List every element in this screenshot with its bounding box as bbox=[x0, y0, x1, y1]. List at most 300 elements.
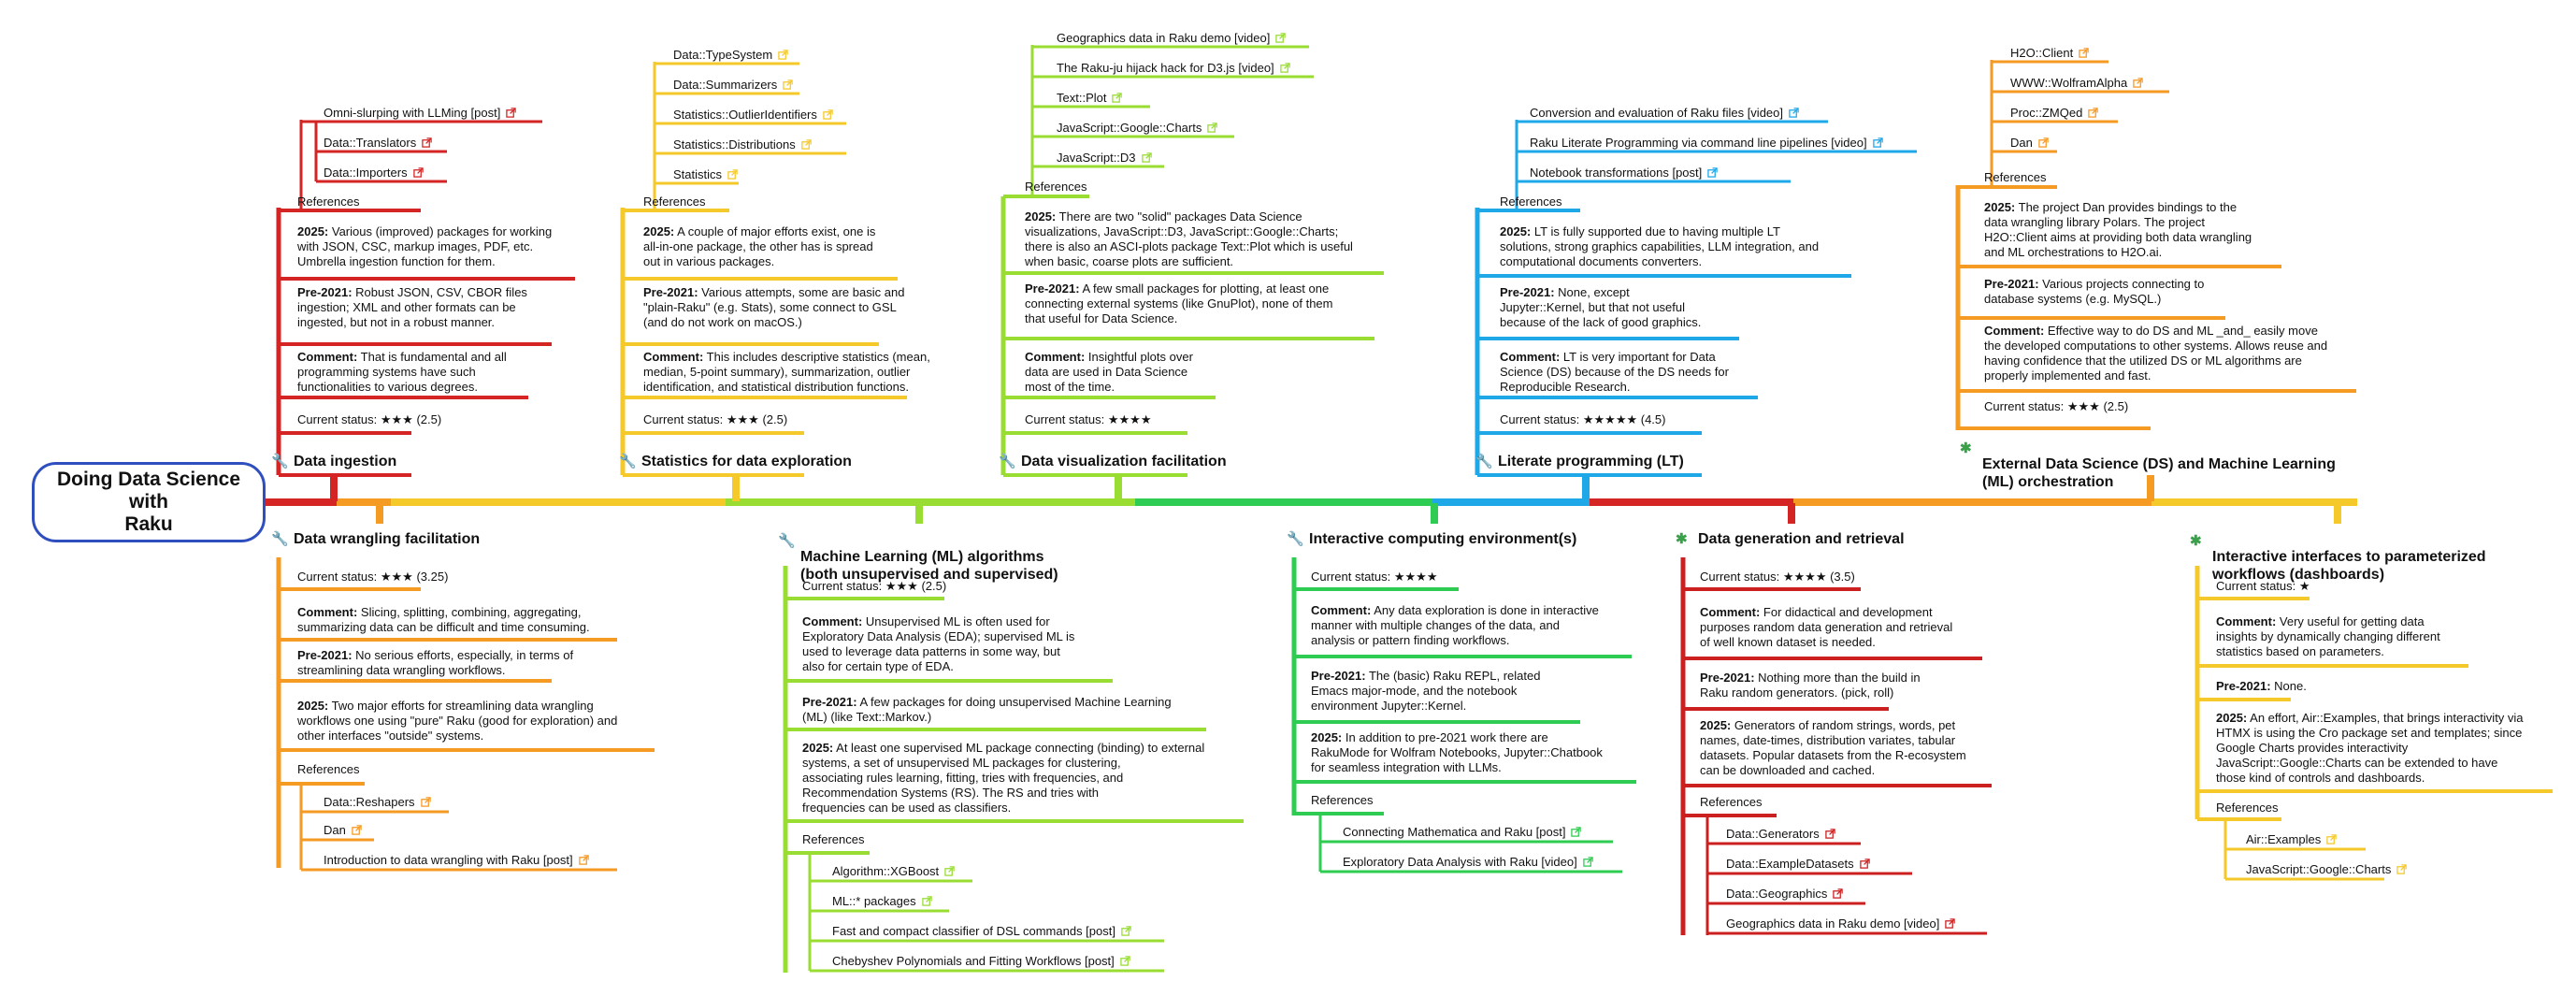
root-title: Doing Data Science with Raku bbox=[56, 469, 241, 535]
para-line: JavaScript::Google::Charts can be extended to have bbox=[2216, 756, 2498, 770]
wrench-icon: 🔧 bbox=[619, 454, 637, 469]
topic-statistics[interactable] bbox=[619, 453, 852, 470]
para-line: of well known dataset is needed. bbox=[1700, 635, 1876, 649]
para-line: frequencies can be used as classifiers. bbox=[802, 801, 1012, 815]
p2025-para bbox=[1311, 730, 1603, 775]
para-line: having confidence that the utilized DS or ML algorithms are bbox=[1984, 354, 2302, 368]
para-line: There are two "solid" packages Data Science bbox=[1058, 209, 1302, 224]
references-label: References bbox=[1700, 795, 1763, 809]
para-line: Various (improved) packages for working bbox=[331, 224, 553, 238]
external-link-icon bbox=[413, 167, 424, 178]
reference-link[interactable] bbox=[1057, 91, 1122, 106]
para-line: No serious efforts, especially, in terms of bbox=[355, 648, 574, 662]
ref-text: Data::Importers bbox=[324, 166, 408, 180]
ref-text: H2O::Client bbox=[2010, 46, 2074, 60]
references-label: References bbox=[1311, 793, 1374, 807]
para-line: purposes random data generation and retrieval bbox=[1700, 620, 1953, 634]
external-link-icon bbox=[1112, 93, 1122, 103]
ref-text: Geographics data in Raku demo [video] bbox=[1726, 917, 1940, 931]
references-label: References bbox=[1500, 195, 1562, 209]
reference-link[interactable] bbox=[1057, 61, 1290, 76]
external-link-icon bbox=[778, 50, 788, 60]
external-link-icon bbox=[352, 825, 362, 835]
ref-text: JavaScript::D3 bbox=[1057, 151, 1136, 165]
para-line: statistics based on parameters. bbox=[2216, 644, 2384, 658]
external-link-icon bbox=[944, 866, 955, 876]
external-link-icon bbox=[823, 109, 833, 120]
para-line: Unsupervised ML is often used for bbox=[865, 614, 1050, 628]
reference-link[interactable] bbox=[1343, 825, 1581, 840]
status-text: Current status: ★★★ (2.5) bbox=[643, 412, 788, 426]
topic-data-generation[interactable] bbox=[1676, 530, 1905, 548]
para-line: Exploratory Data Analysis (EDA); supervised ML is bbox=[802, 629, 1075, 643]
reference-link[interactable] bbox=[1343, 855, 1593, 870]
para-line: for seamless integration with LLMs. bbox=[1311, 760, 1502, 774]
ref-text: Raku Literate Programming via command line pipelines [video] bbox=[1530, 136, 1867, 150]
para-line: other interfaces "outside" systems. bbox=[297, 729, 484, 743]
p2025-para bbox=[2216, 711, 2524, 786]
external-link-icon bbox=[1571, 827, 1581, 837]
external-link-icon bbox=[1833, 888, 1843, 899]
para-line: In addition to pre-2021 work there are bbox=[1345, 730, 1548, 744]
comment-para bbox=[1700, 605, 1952, 650]
external-link-icon bbox=[1789, 108, 1799, 118]
para-line: used to leverage data patterns in some way, but bbox=[802, 644, 1060, 658]
para-label: Pre-2021: bbox=[2216, 679, 2271, 693]
external-link-icon bbox=[579, 855, 589, 865]
para-line: those kind of controls and dashboards. bbox=[2216, 771, 2425, 785]
para-label: 2025: bbox=[297, 224, 329, 238]
topic-external-ds-ml[interactable] bbox=[1960, 438, 2336, 509]
external-link-icon bbox=[421, 797, 431, 807]
reference-link[interactable] bbox=[1057, 121, 1217, 136]
para-line: HTMX is using the Cro package set and templates; since bbox=[2216, 726, 2523, 740]
para-line: when basic, coarse plots are sufficient. bbox=[1025, 254, 1234, 268]
para-label: 2025: bbox=[1500, 224, 1532, 238]
para-line: solutions, strong graphics capabilities, LLM integration, and bbox=[1500, 239, 1820, 253]
topic-title: Interactive interfaces to parameterized workflows (dashboards) bbox=[2212, 549, 2486, 583]
external-link-icon bbox=[1707, 167, 1718, 178]
para-line: None, except bbox=[1558, 285, 1630, 299]
para-line: Insightful plots over bbox=[1087, 350, 1193, 364]
ref-text: Connecting Mathematica and Raku [post] bbox=[1343, 825, 1566, 839]
ref-text: Text::Plot bbox=[1057, 91, 1107, 105]
ref-text: Proc::ZMQed bbox=[2010, 106, 2083, 120]
topic-title: Data ingestion bbox=[294, 454, 397, 469]
para-label: Comment: bbox=[297, 350, 358, 364]
para-line: LT is fully supported due to having multiple LT bbox=[1533, 224, 1780, 238]
para-line: Recommendation Systems (RS). The RS and tries with bbox=[802, 786, 1099, 800]
reference-link[interactable] bbox=[1726, 827, 1835, 842]
para-label: 2025: bbox=[2216, 711, 2248, 725]
para-label: 2025: bbox=[1025, 209, 1057, 224]
para-line: the developed computations to other systems. Allows reuse and bbox=[1984, 339, 2328, 353]
reference-link[interactable] bbox=[673, 108, 833, 123]
comment-para bbox=[643, 350, 930, 395]
para-line: Jupyter::Kernel, but that not useful bbox=[1500, 300, 1686, 314]
para-line: Effective way to do DS and ML _and_ easily move bbox=[2047, 324, 2318, 338]
para-label: Comment: bbox=[643, 350, 704, 364]
para-label: Pre-2021: bbox=[297, 648, 353, 662]
ref-text: Omni-slurping with LLMing [post] bbox=[324, 106, 501, 120]
reference-link[interactable] bbox=[1530, 106, 1799, 121]
ref-text: Statistics::Distributions bbox=[673, 137, 796, 152]
para-label: Comment: bbox=[802, 614, 863, 628]
para-line: "plain-Raku" (e.g. Stats), some connect to GSL bbox=[643, 300, 897, 314]
para-line: computational documents converters. bbox=[1500, 254, 1703, 268]
para-line: can be downloaded and cached. bbox=[1700, 763, 1876, 777]
comment-para bbox=[297, 605, 590, 635]
status-text: Current status: ★★★ (2.5) bbox=[1984, 399, 2129, 413]
external-link-icon bbox=[922, 896, 932, 906]
p2025-para bbox=[297, 699, 617, 743]
para-line: Two major efforts for streamlining data wrangling bbox=[331, 699, 594, 713]
para-line: names, date-times, distribution variates, tabular bbox=[1700, 733, 1956, 747]
pre2021-para bbox=[1025, 281, 1333, 326]
para-line: database systems (e.g. MySQL.) bbox=[1984, 292, 2162, 306]
reference-link[interactable] bbox=[1530, 136, 1883, 151]
external-link-icon bbox=[1583, 857, 1593, 867]
para-line: that useful for Data Science. bbox=[1025, 311, 1178, 325]
para-line: data wrangling library Polars. The project bbox=[1984, 215, 2206, 229]
external-link-icon bbox=[2088, 108, 2098, 118]
reference-link[interactable] bbox=[324, 106, 516, 121]
reference-link[interactable] bbox=[1530, 166, 1718, 180]
pre2021-para bbox=[297, 285, 527, 330]
comment-para bbox=[802, 614, 1074, 674]
reference-link[interactable] bbox=[1726, 917, 1955, 931]
topic-literate-programming[interactable] bbox=[1475, 453, 1684, 470]
references-label: References bbox=[1984, 170, 2047, 184]
para-line: median, 5-point summary), summarization, outlier bbox=[643, 365, 911, 379]
para-label: 2025: bbox=[643, 224, 675, 238]
para-line: Various projects connecting to bbox=[2042, 277, 2205, 291]
p2025-para bbox=[1500, 224, 1819, 269]
references-label: References bbox=[1025, 180, 1087, 194]
para-line: because of the lack of good graphics. bbox=[1500, 315, 1702, 329]
para-line: systems, a set of unsupervised ML packages for clustering, bbox=[802, 756, 1121, 770]
para-label: Comment: bbox=[297, 605, 358, 619]
pre2021-para bbox=[297, 648, 573, 678]
para-line: H2O::Client aims at providing both data wrangling bbox=[1984, 230, 2252, 244]
reference-link[interactable] bbox=[832, 894, 932, 909]
external-link-icon bbox=[1945, 918, 1955, 929]
wrench-icon: 🔧 bbox=[999, 454, 1016, 469]
p2025-para bbox=[297, 224, 552, 269]
reference-link[interactable] bbox=[324, 823, 362, 838]
ref-text: Data::ExampleDatasets bbox=[1726, 857, 1854, 871]
external-link-icon bbox=[727, 169, 738, 180]
status-text: Current status: ★★★★★ (4.5) bbox=[1500, 412, 1666, 426]
para-line: properly implemented and fast. bbox=[1984, 368, 2151, 383]
para-label: Comment: bbox=[1025, 350, 1086, 364]
reference-link[interactable] bbox=[832, 924, 1131, 939]
para-label: Pre-2021: bbox=[1311, 669, 1366, 683]
ref-text: The Raku-ju hijack hack for D3.js [video] bbox=[1057, 61, 1274, 75]
external-link-icon bbox=[2079, 48, 2089, 58]
reference-link[interactable] bbox=[673, 48, 788, 63]
external-link-icon bbox=[2326, 834, 2337, 844]
para-line: analysis or pattern finding workflows. bbox=[1311, 633, 1510, 647]
para-line: connecting external systems (like GnuPlot), none of them bbox=[1025, 296, 1333, 310]
wrench-icon: 🔧 bbox=[778, 533, 796, 549]
comment-para bbox=[1025, 350, 1193, 395]
ref-text: Dan bbox=[2010, 136, 2033, 150]
external-link-icon bbox=[1207, 123, 1217, 133]
ref-text: Data::TypeSystem bbox=[673, 48, 773, 62]
comment-para bbox=[1500, 350, 1729, 395]
references-label: References bbox=[643, 195, 706, 209]
pre2021-para bbox=[2216, 679, 2307, 694]
p2025-para bbox=[802, 741, 1204, 816]
para-line: visualizations, JavaScript::D3, JavaScript::Google::Charts; bbox=[1025, 224, 1339, 238]
ref-text: Dan bbox=[324, 823, 346, 837]
comment-para bbox=[1311, 603, 1599, 648]
reference-link[interactable] bbox=[673, 137, 812, 152]
wrench-icon: 🔧 bbox=[1287, 531, 1304, 547]
pre2021-para bbox=[1984, 277, 2204, 307]
ref-text: WWW::WolframAlpha bbox=[2010, 76, 2128, 90]
p2025-para bbox=[1025, 209, 1353, 269]
topic-interactive-computing[interactable] bbox=[1287, 530, 1576, 548]
para-line: Google Charts provides interactivity bbox=[2216, 741, 2409, 755]
external-link-icon bbox=[1142, 152, 1152, 163]
external-link-icon bbox=[1280, 63, 1290, 73]
para-line: and ML orchestrations to H2O.ai. bbox=[1984, 245, 2163, 259]
para-line: (ML) (like Text::Markov.) bbox=[802, 710, 932, 724]
para-label: Pre-2021: bbox=[1025, 281, 1080, 296]
ref-text: Air::Examples bbox=[2246, 832, 2322, 846]
para-label: Pre-2021: bbox=[297, 285, 353, 299]
para-label: Comment: bbox=[1500, 350, 1561, 364]
pre2021-para bbox=[1700, 671, 1921, 700]
ref-text: Data::Summarizers bbox=[673, 78, 778, 92]
ref-text: Data::Generators bbox=[1726, 827, 1820, 841]
status-text: Current status: ★★★★ bbox=[1025, 412, 1152, 426]
para-line: ingestion; XML and other formats can be bbox=[297, 300, 516, 314]
comment-para bbox=[297, 350, 507, 395]
para-label: Comment: bbox=[1700, 605, 1761, 619]
external-link-icon bbox=[422, 137, 432, 148]
ref-text: Algorithm::XGBoost bbox=[832, 864, 940, 878]
para-line: Various attempts, some are basic and bbox=[701, 285, 905, 299]
references-label: References bbox=[2216, 801, 2279, 815]
para-line: Nothing more than the build in bbox=[1758, 671, 1921, 685]
para-line: For didactical and development bbox=[1763, 605, 1933, 619]
status-text: Current status: ★★★ (3.25) bbox=[297, 570, 449, 584]
external-link-icon bbox=[1873, 137, 1883, 148]
external-link-icon bbox=[1860, 859, 1870, 869]
para-label: 2025: bbox=[1984, 200, 2016, 214]
status-text: Current status: ★★★★ (3.5) bbox=[1700, 570, 1855, 584]
external-link-icon bbox=[1120, 956, 1130, 966]
topic-title: Data generation and retrieval bbox=[1698, 531, 1905, 547]
ref-text: Notebook transformations [post] bbox=[1530, 166, 1703, 180]
references-label: References bbox=[802, 832, 865, 846]
pre2021-para bbox=[802, 695, 1172, 725]
topic-title: Machine Learning (ML) algorithms (both unsupervised and supervised) bbox=[800, 549, 1058, 583]
para-label: Comment: bbox=[1311, 603, 1372, 617]
para-label: 2025: bbox=[1311, 730, 1343, 744]
ref-text: ML::* packages bbox=[832, 894, 916, 908]
para-line: (and do not work on macOS.) bbox=[643, 315, 802, 329]
references-label: References bbox=[297, 195, 360, 209]
external-link-icon bbox=[801, 139, 812, 150]
reference-link[interactable] bbox=[673, 167, 738, 182]
para-label: Pre-2021: bbox=[643, 285, 698, 299]
p2025-para bbox=[1984, 200, 2252, 260]
reference-link[interactable] bbox=[324, 136, 432, 151]
para-line: Science (DS) because of the DS needs for bbox=[1500, 365, 1729, 379]
para-line: out in various packages. bbox=[643, 254, 775, 268]
para-line: The (basic) Raku REPL, related bbox=[1368, 669, 1541, 683]
para-label: Pre-2021: bbox=[802, 695, 857, 709]
topic-data-visualization[interactable] bbox=[999, 453, 1227, 470]
topic-title: Statistics for data exploration bbox=[641, 454, 852, 469]
bug-icon: ✱ bbox=[1960, 440, 1972, 456]
reference-link[interactable] bbox=[2010, 136, 2049, 151]
ref-text: JavaScript::Google::Charts bbox=[1057, 121, 1202, 135]
reference-link[interactable] bbox=[324, 853, 589, 868]
para-line: environment Jupyter::Kernel. bbox=[1311, 699, 1467, 713]
p2025-para bbox=[643, 224, 875, 269]
reference-link[interactable] bbox=[2246, 862, 2407, 877]
external-link-icon bbox=[783, 79, 793, 90]
para-label: Comment: bbox=[1984, 324, 2045, 338]
para-label: Pre-2021: bbox=[1500, 285, 1555, 299]
reference-link[interactable] bbox=[2010, 46, 2089, 61]
para-line: That is fundamental and all bbox=[360, 350, 507, 364]
para-line: there is also an ASCI-plots package Text::Plot which is useful bbox=[1025, 239, 1353, 253]
ref-text: Statistics bbox=[673, 167, 723, 181]
para-line: An effort, Air::Examples, that brings interactivity via bbox=[2250, 711, 2524, 725]
para-line: workflows one using "pure" Raku (good for exploration) and bbox=[297, 714, 618, 728]
topic-title: Data wrangling facilitation bbox=[294, 531, 481, 547]
external-link-icon bbox=[506, 108, 516, 118]
reference-link[interactable] bbox=[832, 864, 955, 879]
para-line: This includes descriptive statistics (mean, bbox=[706, 350, 930, 364]
status-text: Current status: ★★★ (2.5) bbox=[802, 579, 947, 593]
external-link-icon bbox=[2396, 864, 2407, 874]
comment-para bbox=[1984, 324, 2327, 383]
external-link-icon bbox=[2133, 78, 2143, 88]
wrench-icon: 🔧 bbox=[1475, 454, 1493, 469]
topic-title: Data visualization facilitation bbox=[1021, 454, 1227, 469]
reference-link[interactable] bbox=[2010, 76, 2143, 91]
topic-data-ingestion[interactable] bbox=[271, 453, 396, 470]
pre2021-para bbox=[643, 285, 904, 330]
topic-title: Literate programming (LT) bbox=[1498, 454, 1684, 469]
external-link-icon bbox=[1121, 926, 1131, 936]
para-line: identification, and statistical distribution functions. bbox=[643, 380, 909, 394]
para-line: Generators of random strings, words, pet bbox=[1734, 718, 1956, 732]
ref-text: Data::Geographics bbox=[1726, 887, 1828, 901]
external-link-icon bbox=[1275, 33, 1286, 43]
reference-link[interactable] bbox=[324, 166, 424, 180]
external-link-icon bbox=[1825, 829, 1835, 839]
para-line: RakuMode for Wolfram Notebooks, Jupyter::Chatbook bbox=[1311, 745, 1603, 759]
para-line: Any data exploration is done in interactive bbox=[1374, 603, 1599, 617]
topic-data-wrangling[interactable] bbox=[271, 530, 480, 548]
para-line: The project Dan provides bindings to the bbox=[2018, 200, 2238, 214]
para-line: Very useful for getting data bbox=[2279, 614, 2425, 628]
reference-link[interactable] bbox=[2010, 106, 2098, 121]
pre2021-para bbox=[1500, 285, 1701, 330]
ref-text: Data::Reshapers bbox=[324, 795, 415, 809]
para-line: insights by dynamically changing different bbox=[2216, 629, 2440, 643]
para-line: LT is very important for Data bbox=[1562, 350, 1716, 364]
para-line: programming systems have such bbox=[297, 365, 476, 379]
root-node bbox=[32, 462, 266, 542]
wrench-icon: 🔧 bbox=[271, 531, 289, 547]
reference-link[interactable] bbox=[832, 954, 1130, 969]
topic-title: External Data Science (DS) and Machine Learning (ML) orchestration bbox=[1982, 456, 2336, 490]
para-line: also for certain type of EDA. bbox=[802, 659, 954, 673]
para-line: Raku random generators. (pick, roll) bbox=[1700, 686, 1894, 700]
ref-text: JavaScript::Google::Charts bbox=[2246, 862, 2392, 876]
para-label: Comment: bbox=[2216, 614, 2277, 628]
status-text: Current status: ★ bbox=[2216, 579, 2310, 593]
p2025-para bbox=[1700, 718, 1966, 778]
reference-link[interactable] bbox=[2246, 832, 2337, 847]
references-label: References bbox=[297, 762, 360, 776]
bug-icon: ✱ bbox=[2190, 533, 2202, 549]
para-line: manner with multiple changes of the data, and bbox=[1311, 618, 1560, 632]
ref-text: Conversion and evaluation of Raku files [video] bbox=[1530, 106, 1783, 120]
para-label: 2025: bbox=[802, 741, 834, 755]
reference-link[interactable] bbox=[1726, 887, 1843, 902]
para-line: Slicing, splitting, combining, aggregating, bbox=[360, 605, 582, 619]
bug-icon: ✱ bbox=[1676, 531, 1688, 547]
para-line: data are used in Data Science bbox=[1025, 365, 1188, 379]
para-line: A few packages for doing unsupervised Machine Learning bbox=[859, 695, 1172, 709]
para-line: functionalities to various degrees. bbox=[297, 380, 478, 394]
para-line: Emacs major-mode, and the notebook bbox=[1311, 684, 1518, 698]
ref-text: Chebyshev Polynomials and Fitting Workflows [post] bbox=[832, 954, 1115, 968]
status-text: Current status: ★★★ (2.5) bbox=[297, 412, 442, 426]
para-line: most of the time. bbox=[1025, 380, 1115, 394]
para-line: all-in-one package, the other has is spread bbox=[643, 239, 873, 253]
reference-link[interactable] bbox=[673, 78, 793, 93]
para-line: ingested, but not in a robust manner. bbox=[297, 315, 496, 329]
reference-link[interactable] bbox=[1726, 857, 1870, 872]
ref-text: Data::Translators bbox=[324, 136, 417, 150]
para-line: with JSON, CSC, markup images, PDF, etc. bbox=[297, 239, 534, 253]
para-line: A couple of major efforts exist, one is bbox=[677, 224, 876, 238]
para-label: 2025: bbox=[297, 699, 329, 713]
para-line: At least one supervised ML package connecting (binding) to external bbox=[836, 741, 1205, 755]
reference-link[interactable] bbox=[1057, 31, 1286, 46]
para-line: Umbrella ingestion function for them. bbox=[297, 254, 496, 268]
para-line: Reproducible Research. bbox=[1500, 380, 1631, 394]
ref-text: Statistics::OutlierIdentifiers bbox=[673, 108, 817, 122]
ref-text: Introduction to data wrangling with Raku [post] bbox=[324, 853, 573, 867]
reference-link[interactable] bbox=[324, 795, 431, 810]
topic-title: Interactive computing environment(s) bbox=[1309, 531, 1577, 547]
para-line: associating rules learning, fitting, tries with frequencies, and bbox=[802, 771, 1124, 785]
ref-text: Fast and compact classifier of DSL commands [post] bbox=[832, 924, 1115, 938]
para-label: Pre-2021: bbox=[1984, 277, 2039, 291]
ref-text: Exploratory Data Analysis with Raku [video] bbox=[1343, 855, 1577, 869]
para-label: Pre-2021: bbox=[1700, 671, 1755, 685]
pre2021-para bbox=[1311, 669, 1540, 714]
para-line: None. bbox=[2274, 679, 2307, 693]
para-line: A few small packages for plotting, at least one bbox=[1082, 281, 1330, 296]
reference-link[interactable] bbox=[1057, 151, 1152, 166]
para-line: summarizing data can be difficult and time consuming. bbox=[297, 620, 590, 634]
para-line: Robust JSON, CSV, CBOR files bbox=[355, 285, 527, 299]
ref-text: Geographics data in Raku demo [video] bbox=[1057, 31, 1271, 45]
